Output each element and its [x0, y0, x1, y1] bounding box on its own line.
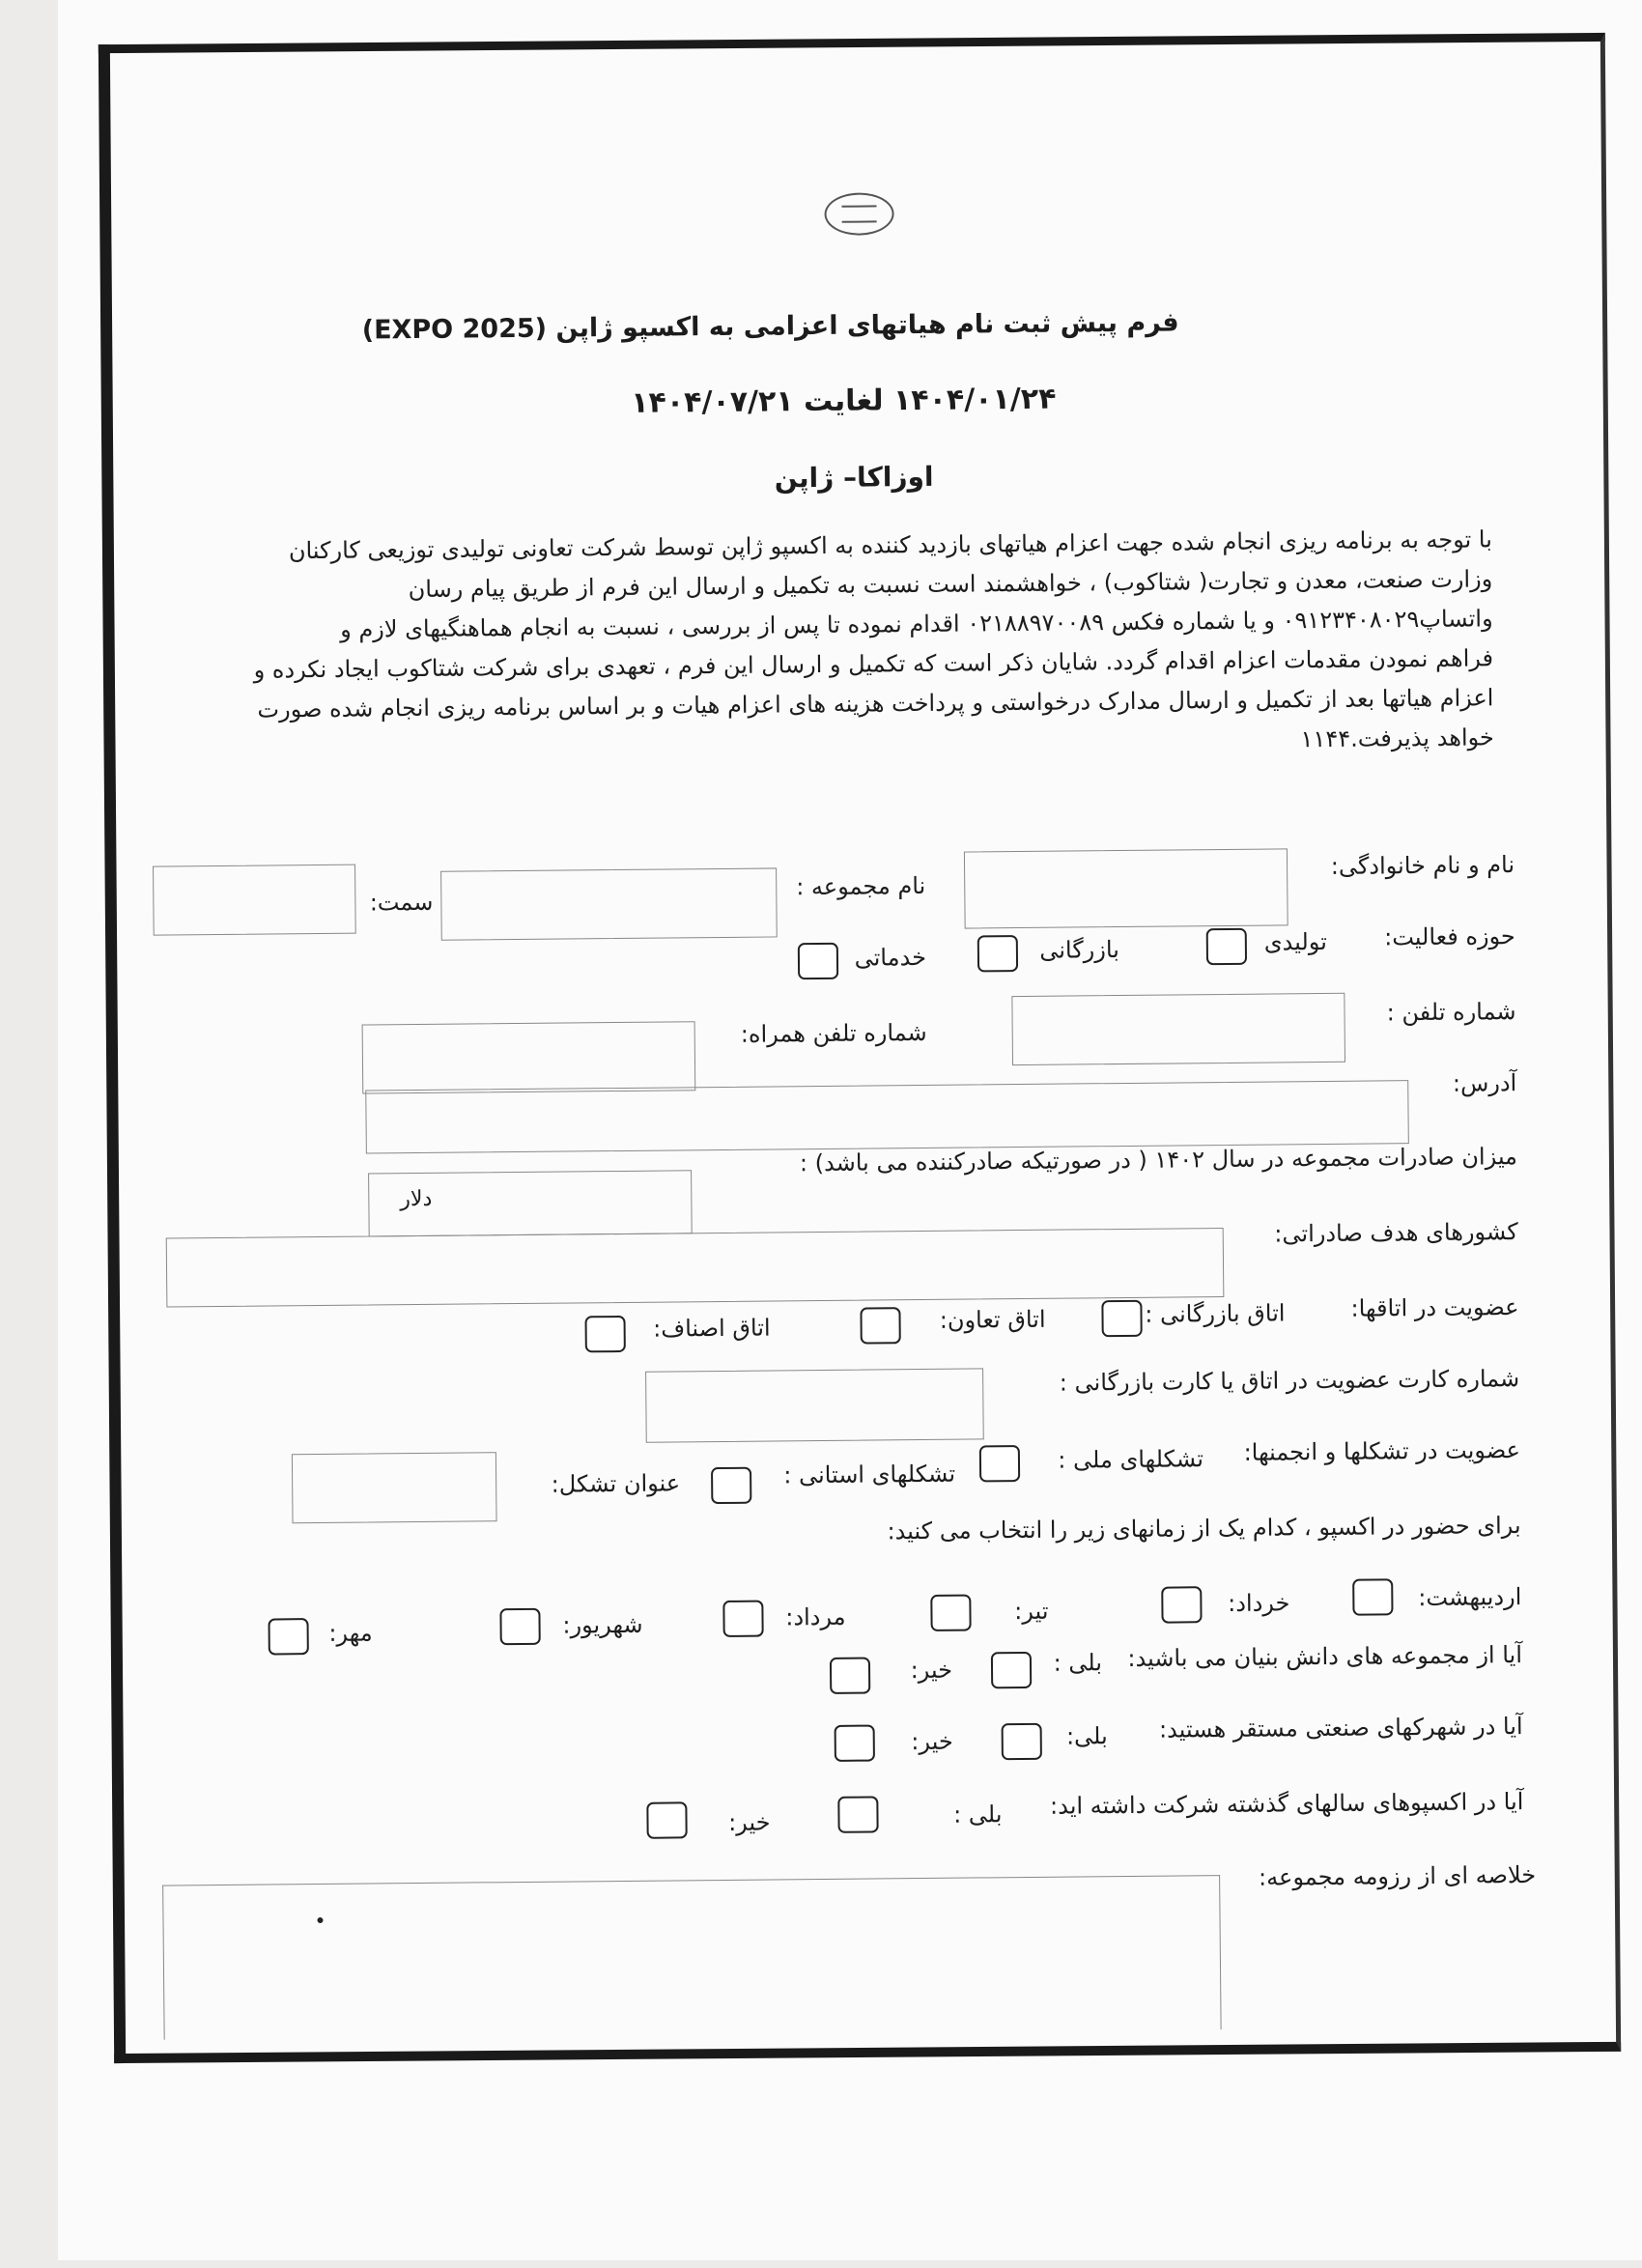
org-name-field[interactable] [440, 867, 778, 940]
ink-dot [317, 1917, 323, 1923]
past-expo-no-label: خیر: [728, 1808, 771, 1836]
month-ordibehesht-label: اردیبهشت: [1418, 1583, 1522, 1612]
resume-label: خلاصه ای از رزومه مجموعه: [1258, 1860, 1537, 1891]
org-label: نام مجموعه : [796, 871, 926, 901]
exports-field[interactable] [368, 1170, 693, 1236]
activity-production-label: تولیدی [1263, 927, 1327, 956]
date-range: ۱۴۰۴/۰۱/۲۴ لغایت ۱۴۰۴/۰۷/۲۱ [631, 382, 1057, 420]
knowledge-no-label: خیر: [910, 1656, 953, 1685]
position-label: سمت: [369, 888, 434, 917]
month-ordibehesht-checkbox[interactable] [1352, 1578, 1393, 1615]
past-expo-yes-label: بلی : [953, 1800, 1003, 1829]
month-mordad-label: مرداد: [785, 1602, 846, 1631]
intro-line: واتساپ۰۹۱۲۳۴۰۸۰۲۹ و یا شماره فکس ۰۲۱۸۸۹۷۰۰۸۹ اقدام نموده تا پس از بررسی ، نسبت به انجام هماهنگیهای لازم و [340, 605, 1493, 643]
intro-line: فراهم نمودن مقدمات اعزام اقدام گردد. شایان ذکر است که تکمیل و ارسال این فرم ، تعهدی برای شرکت شتاکوب ایجاد نکرده و [253, 644, 1494, 684]
chamber-commerce-checkbox[interactable] [1101, 1300, 1142, 1337]
phone-field[interactable] [1011, 993, 1345, 1065]
month-khordad-label: خرداد: [1228, 1589, 1290, 1617]
emblem-logo [824, 192, 893, 236]
name-field[interactable] [964, 848, 1288, 928]
month-shahrivar-checkbox[interactable] [499, 1608, 540, 1645]
intro-line: اعزام هیاتها بعد از تکمیل و ارسال مدارک درخواستی و پرداخت هزینه های اعزام هیات و بر اساس برنامه ریزی انجام شده صورت [257, 684, 1494, 723]
assoc-national-checkbox[interactable] [979, 1445, 1020, 1482]
address-field[interactable] [365, 1080, 1409, 1153]
resume-field[interactable] [162, 1875, 1221, 2040]
address-label: آدرس: [1452, 1069, 1517, 1097]
month-mehr-label: مهر: [328, 1619, 373, 1647]
activity-trade-label: بازرگانی [1039, 936, 1120, 964]
month-shahrivar-label: شهریور: [562, 1610, 643, 1639]
activity-service-label: خدماتی [854, 943, 927, 972]
associations-label: عضویت در تشکلها و انجمنها: [1243, 1436, 1521, 1466]
position-field[interactable] [153, 865, 356, 936]
exports-unit: دلار [400, 1186, 433, 1212]
timing-question: برای حضور در اکسپو ، کدام یک از زمانهای زیر را انتخاب می کنید: [887, 1512, 1521, 1545]
chamber-guilds-checkbox[interactable] [585, 1316, 626, 1352]
industrial-yes-checkbox[interactable] [1002, 1723, 1042, 1760]
assoc-national-label: تشکلهای ملی : [1058, 1445, 1204, 1474]
membership-card-label: شماره کارت عضویت در اتاق یا کارت بازرگانی : [1059, 1365, 1520, 1397]
chamber-commerce-label: اتاق بازرگانی : [1145, 1299, 1286, 1328]
month-tir-checkbox[interactable] [930, 1595, 971, 1631]
assoc-title-label: عنوان تشکل: [551, 1469, 681, 1498]
knowledge-no-checkbox[interactable] [830, 1658, 870, 1694]
month-khordad-checkbox[interactable] [1161, 1586, 1202, 1623]
activity-service-checkbox[interactable] [798, 943, 838, 979]
activity-label: حوزه فعالیت: [1384, 922, 1515, 951]
assoc-provincial-label: تشکلهای استانی : [783, 1460, 956, 1489]
name-label: نام و نام خانوادگی: [1330, 851, 1515, 880]
past-expo-question: آیا در اکسپوهای سالهای گذشته شرکت داشته اید: [1049, 1788, 1524, 1820]
exports-label: میزان صادرات مجموعه در سال ۱۴۰۲ ( در صورتیکه صادرکننده می باشد) : [799, 1143, 1518, 1177]
phone-label: شماره تلفن : [1386, 998, 1516, 1027]
month-mehr-checkbox[interactable] [268, 1618, 308, 1655]
past-expo-no-checkbox[interactable] [646, 1801, 687, 1838]
assoc-provincial-checkbox[interactable] [711, 1467, 751, 1504]
month-mordad-checkbox[interactable] [722, 1601, 763, 1637]
assoc-title-field[interactable] [292, 1452, 497, 1523]
industrial-no-label: خیر: [911, 1727, 953, 1756]
industrial-yes-label: بلی: [1065, 1722, 1108, 1750]
mobile-label: شماره تلفن همراه: [740, 1018, 927, 1048]
knowledge-yes-label: بلی : [1053, 1649, 1103, 1677]
mobile-field[interactable] [362, 1021, 696, 1093]
month-tir-label: تیر: [1014, 1597, 1049, 1626]
chambers-label: عضویت در اتاقها: [1350, 1293, 1519, 1322]
membership-card-field[interactable] [645, 1368, 984, 1442]
activity-trade-checkbox[interactable] [977, 935, 1018, 972]
knowledge-based-question: آیا از مجموعه های دانش بنیان می باشید: [1127, 1641, 1523, 1672]
target-countries-field[interactable] [166, 1228, 1225, 1308]
past-expo-yes-checkbox[interactable] [837, 1796, 878, 1832]
target-countries-label: کشورهای هدف صادراتی: [1274, 1218, 1518, 1248]
chamber-coop-checkbox[interactable] [860, 1307, 900, 1344]
intro-paragraph [241, 520, 1494, 769]
form-title: فرم پیش ثبت نام هیاتهای اعزامی به اکسپو ژاپن (EXPO 2025) [361, 307, 1179, 346]
intro-line: با توجه به برنامه ریزی انجام شده جهت اعزام هیاتهای بازدید کننده به اکسپو ژاپن توسط شرکت تعاونی تولیدی توزیعی کارکنان [288, 525, 1492, 565]
industrial-park-question: آیا در شهرکهای صنعتی مستقر هستید: [1158, 1713, 1523, 1744]
knowledge-yes-checkbox[interactable] [991, 1652, 1032, 1688]
activity-production-checkbox[interactable] [1206, 928, 1247, 965]
industrial-no-checkbox[interactable] [835, 1724, 875, 1761]
chamber-guilds-label: اتاق اصناف: [653, 1314, 771, 1343]
chamber-coop-label: اتاق تعاون: [939, 1305, 1046, 1334]
intro-line: خواهد پذیرفت.۱۱۴۴ [1300, 723, 1494, 753]
intro-line: وزارت صنعت، معدن و تجارت( شتاکوب) ، خواهشمند است نسبت به تکمیل و ارسال این فرم از طریق پیام رسان [408, 565, 1493, 604]
location-subtitle: اوزاکا– ژاپن [774, 460, 934, 495]
